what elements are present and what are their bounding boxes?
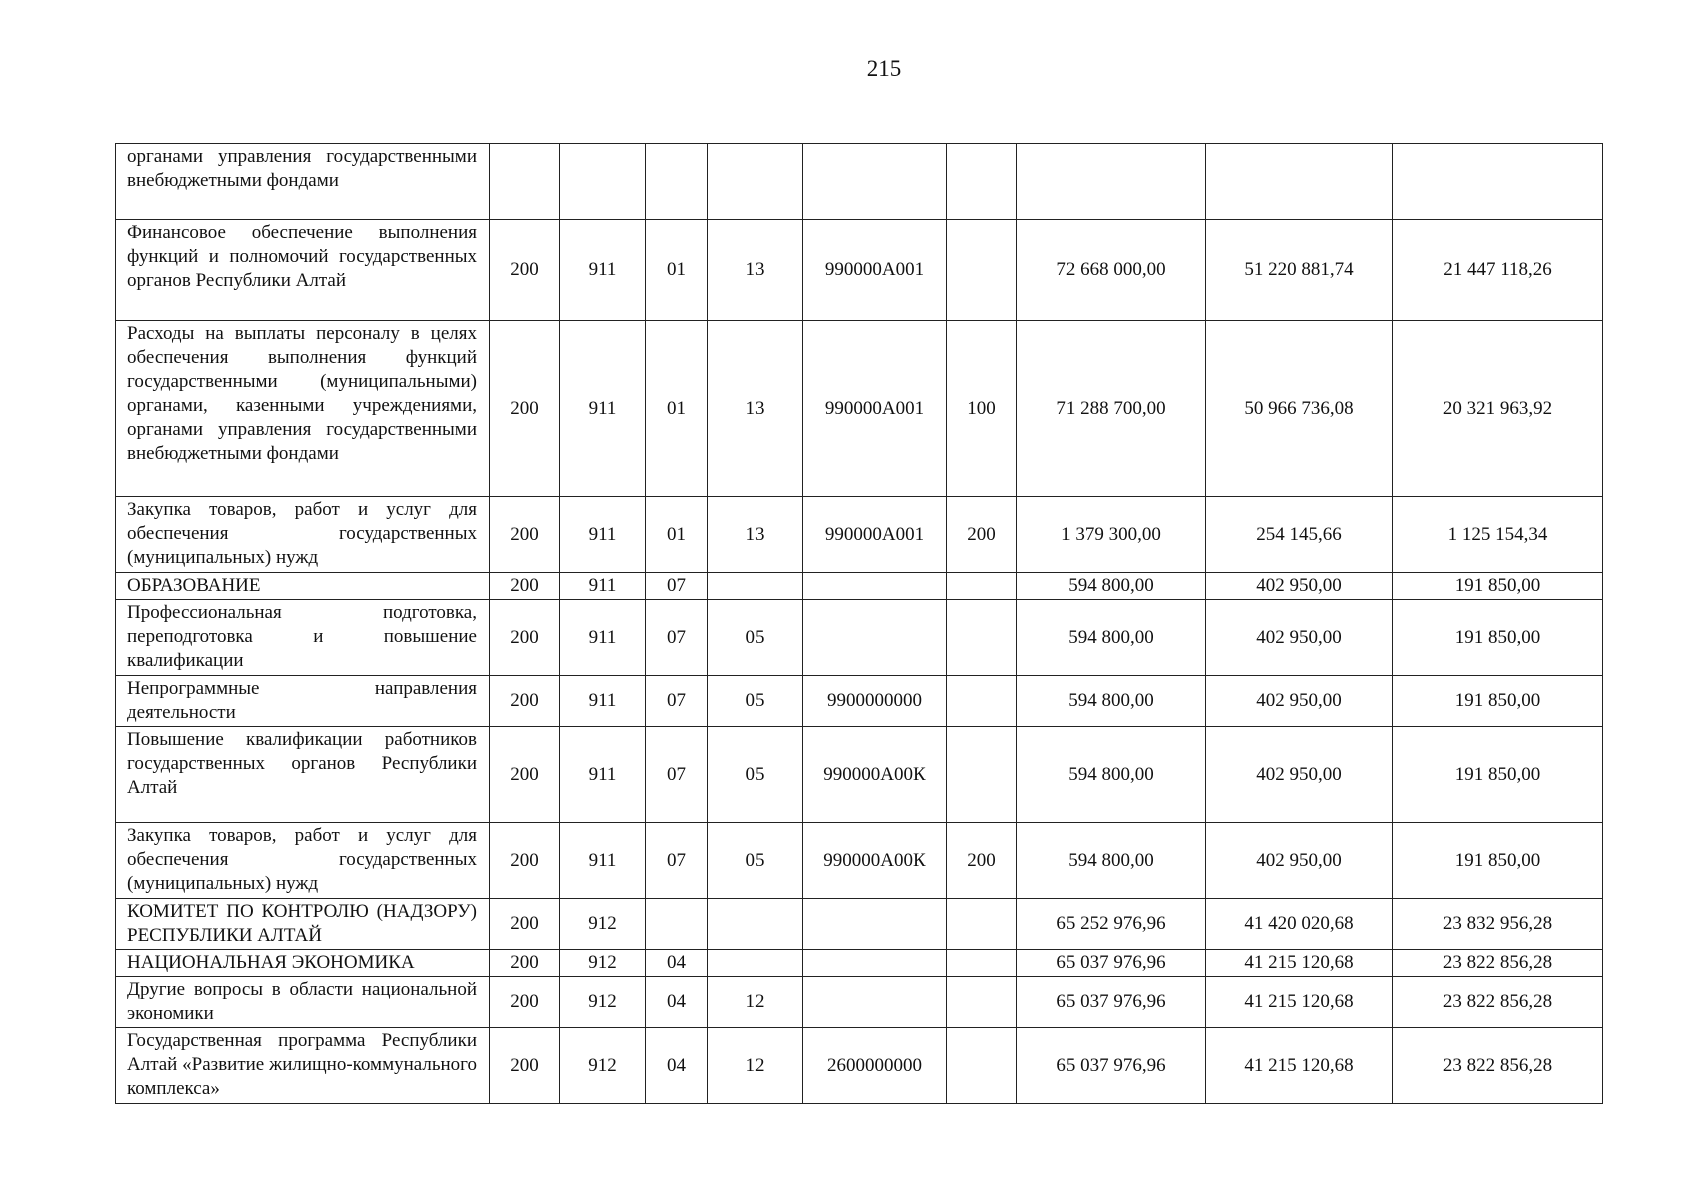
cell-code-4 bbox=[708, 950, 803, 977]
cell-code-4 bbox=[708, 573, 803, 600]
table-row bbox=[116, 899, 1603, 950]
cell-target bbox=[803, 600, 947, 676]
cell-code-2 bbox=[560, 144, 646, 220]
table-row bbox=[116, 144, 1603, 220]
cell-target bbox=[803, 144, 947, 220]
cell-expense-type bbox=[947, 600, 1017, 676]
cell-code-4 bbox=[708, 144, 803, 220]
cell-amount-2: 41 215 120,68 bbox=[1206, 977, 1393, 1028]
cell-target: 990000А00К bbox=[803, 823, 947, 899]
row-name: Повышение квалификации работников государственных органов Республики Алтай bbox=[116, 727, 490, 823]
cell-amount-3: 23 822 856,28 bbox=[1393, 977, 1603, 1028]
cell-code-1: 200 bbox=[490, 600, 560, 676]
row-name: Государственная программа Республики Алтай «Развитие жилищно-коммунального комплекса» bbox=[116, 1028, 490, 1104]
cell-amount-2: 402 950,00 bbox=[1206, 727, 1393, 823]
cell-amount-2 bbox=[1206, 144, 1393, 220]
table-row bbox=[116, 600, 1603, 676]
cell-code-1: 200 bbox=[490, 1028, 560, 1104]
cell-expense-type bbox=[947, 899, 1017, 950]
cell-amount-3: 21 447 118,26 bbox=[1393, 220, 1603, 321]
row-name: НАЦИОНАЛЬНАЯ ЭКОНОМИКА bbox=[116, 950, 490, 977]
row-name: Другие вопросы в области национальной экономики bbox=[116, 977, 490, 1028]
cell-expense-type bbox=[947, 977, 1017, 1028]
cell-code-1: 200 bbox=[490, 497, 560, 573]
cell-amount-1: 594 800,00 bbox=[1017, 676, 1206, 727]
cell-code-2: 911 bbox=[560, 823, 646, 899]
cell-amount-1: 65 037 976,96 bbox=[1017, 950, 1206, 977]
cell-code-3: 04 bbox=[646, 1028, 708, 1104]
cell-code-3: 07 bbox=[646, 600, 708, 676]
cell-amount-3: 20 321 963,92 bbox=[1393, 321, 1603, 497]
cell-code-3: 07 bbox=[646, 823, 708, 899]
cell-amount-1: 594 800,00 bbox=[1017, 573, 1206, 600]
cell-amount-1: 65 252 976,96 bbox=[1017, 899, 1206, 950]
cell-amount-2: 254 145,66 bbox=[1206, 497, 1393, 573]
cell-code-3: 07 bbox=[646, 676, 708, 727]
table-row bbox=[116, 220, 1603, 321]
table-row bbox=[116, 573, 1603, 600]
cell-expense-type: 200 bbox=[947, 497, 1017, 573]
cell-code-2: 911 bbox=[560, 497, 646, 573]
cell-code-4: 05 bbox=[708, 727, 803, 823]
cell-code-2: 911 bbox=[560, 220, 646, 321]
cell-code-4: 05 bbox=[708, 600, 803, 676]
cell-target bbox=[803, 573, 947, 600]
cell-amount-3: 191 850,00 bbox=[1393, 676, 1603, 727]
cell-amount-1: 71 288 700,00 bbox=[1017, 321, 1206, 497]
cell-amount-3: 23 822 856,28 bbox=[1393, 1028, 1603, 1104]
table-row bbox=[116, 1028, 1603, 1104]
page-number: 215 bbox=[866, 56, 902, 81]
cell-expense-type: 200 bbox=[947, 823, 1017, 899]
cell-target: 990000А001 bbox=[803, 497, 947, 573]
cell-code-2: 911 bbox=[560, 600, 646, 676]
cell-amount-3: 191 850,00 bbox=[1393, 573, 1603, 600]
row-name: Профессиональная подготовка, переподготовка и повышение квалификации bbox=[116, 600, 490, 676]
cell-amount-1: 1 379 300,00 bbox=[1017, 497, 1206, 573]
cell-code-1: 200 bbox=[490, 823, 560, 899]
table-row bbox=[116, 676, 1603, 727]
cell-target: 990000А00К bbox=[803, 727, 947, 823]
table-row bbox=[116, 977, 1603, 1028]
cell-code-1: 200 bbox=[490, 220, 560, 321]
cell-code-4: 13 bbox=[708, 497, 803, 573]
cell-target: 990000А001 bbox=[803, 321, 947, 497]
cell-amount-3: 191 850,00 bbox=[1393, 823, 1603, 899]
cell-code-2: 912 bbox=[560, 1028, 646, 1104]
cell-code-2: 911 bbox=[560, 573, 646, 600]
cell-code-4: 13 bbox=[708, 321, 803, 497]
cell-amount-3: 23 832 956,28 bbox=[1393, 899, 1603, 950]
cell-amount-2: 402 950,00 bbox=[1206, 600, 1393, 676]
cell-amount-2: 50 966 736,08 bbox=[1206, 321, 1393, 497]
cell-amount-1: 594 800,00 bbox=[1017, 823, 1206, 899]
cell-code-2: 912 bbox=[560, 977, 646, 1028]
cell-amount-2: 402 950,00 bbox=[1206, 573, 1393, 600]
cell-amount-3: 191 850,00 bbox=[1393, 600, 1603, 676]
cell-target: 9900000000 bbox=[803, 676, 947, 727]
row-name: органами управления государственными внебюджетными фондами bbox=[116, 144, 490, 220]
row-name: Закупка товаров, работ и услуг для обеспечения государственных (муниципальных) нужд bbox=[116, 497, 490, 573]
cell-code-1 bbox=[490, 144, 560, 220]
cell-target bbox=[803, 950, 947, 977]
cell-target bbox=[803, 977, 947, 1028]
cell-amount-1: 65 037 976,96 bbox=[1017, 1028, 1206, 1104]
cell-amount-1: 594 800,00 bbox=[1017, 727, 1206, 823]
row-name: Закупка товаров, работ и услуг для обеспечения государственных (муниципальных) нужд bbox=[116, 823, 490, 899]
cell-code-3: 04 bbox=[646, 950, 708, 977]
cell-amount-1: 72 668 000,00 bbox=[1017, 220, 1206, 321]
cell-code-4 bbox=[708, 899, 803, 950]
cell-amount-3: 191 850,00 bbox=[1393, 727, 1603, 823]
cell-code-3: 01 bbox=[646, 497, 708, 573]
cell-amount-2: 402 950,00 bbox=[1206, 823, 1393, 899]
cell-expense-type bbox=[947, 573, 1017, 600]
cell-code-2: 912 bbox=[560, 950, 646, 977]
cell-code-3 bbox=[646, 144, 708, 220]
cell-target: 990000А001 bbox=[803, 220, 947, 321]
row-name: Расходы на выплаты персоналу в целях обеспечения выполнения функций государственными (муниципальными) органами, казенными учреждениями, органами управления государственными внебюджетными фондами bbox=[116, 321, 490, 497]
cell-expense-type bbox=[947, 727, 1017, 823]
cell-expense-type bbox=[947, 220, 1017, 321]
cell-code-1: 200 bbox=[490, 573, 560, 600]
cell-amount-3 bbox=[1393, 144, 1603, 220]
cell-code-1: 200 bbox=[490, 676, 560, 727]
cell-code-1: 200 bbox=[490, 977, 560, 1028]
cell-code-4: 05 bbox=[708, 823, 803, 899]
row-name: ОБРАЗОВАНИЕ bbox=[116, 573, 490, 600]
table-body bbox=[116, 144, 1603, 1104]
cell-code-2: 912 bbox=[560, 899, 646, 950]
budget-table bbox=[115, 143, 1603, 1104]
cell-code-1: 200 bbox=[490, 899, 560, 950]
cell-amount-1 bbox=[1017, 144, 1206, 220]
cell-code-2: 911 bbox=[560, 676, 646, 727]
cell-code-3: 04 bbox=[646, 977, 708, 1028]
cell-code-1: 200 bbox=[490, 321, 560, 497]
cell-amount-3: 23 822 856,28 bbox=[1393, 950, 1603, 977]
cell-target: 2600000000 bbox=[803, 1028, 947, 1104]
cell-code-1: 200 bbox=[490, 950, 560, 977]
cell-amount-2: 402 950,00 bbox=[1206, 676, 1393, 727]
table-row bbox=[116, 823, 1603, 899]
table-row bbox=[116, 727, 1603, 823]
cell-code-4: 13 bbox=[708, 220, 803, 321]
cell-code-2: 911 bbox=[560, 727, 646, 823]
cell-amount-1: 594 800,00 bbox=[1017, 600, 1206, 676]
cell-expense-type bbox=[947, 950, 1017, 977]
cell-amount-2: 41 215 120,68 bbox=[1206, 950, 1393, 977]
cell-amount-2: 41 215 120,68 bbox=[1206, 1028, 1393, 1104]
cell-code-2: 911 bbox=[560, 321, 646, 497]
cell-code-3: 07 bbox=[646, 573, 708, 600]
cell-expense-type bbox=[947, 144, 1017, 220]
cell-code-4: 12 bbox=[708, 1028, 803, 1104]
cell-amount-1: 65 037 976,96 bbox=[1017, 977, 1206, 1028]
cell-code-4: 12 bbox=[708, 977, 803, 1028]
cell-expense-type bbox=[947, 1028, 1017, 1104]
cell-amount-3: 1 125 154,34 bbox=[1393, 497, 1603, 573]
cell-expense-type bbox=[947, 676, 1017, 727]
row-name: КОМИТЕТ ПО КОНТРОЛЮ (НАДЗОРУ) РЕСПУБЛИКИ АЛТАЙ bbox=[116, 899, 490, 950]
cell-code-3: 01 bbox=[646, 321, 708, 497]
table-row bbox=[116, 950, 1603, 977]
row-name: Финансовое обеспечение выполнения функций и полномочий государственных органов Республики Алтай bbox=[116, 220, 490, 321]
table-row bbox=[116, 497, 1603, 573]
cell-amount-2: 41 420 020,68 bbox=[1206, 899, 1393, 950]
row-name: Непрограммные направления деятельности bbox=[116, 676, 490, 727]
cell-amount-2: 51 220 881,74 bbox=[1206, 220, 1393, 321]
cell-code-3: 07 bbox=[646, 727, 708, 823]
cell-code-3 bbox=[646, 899, 708, 950]
table-row bbox=[116, 321, 1603, 497]
cell-code-3: 01 bbox=[646, 220, 708, 321]
cell-code-4: 05 bbox=[708, 676, 803, 727]
cell-target bbox=[803, 899, 947, 950]
cell-expense-type: 100 bbox=[947, 321, 1017, 497]
cell-code-1: 200 bbox=[490, 727, 560, 823]
